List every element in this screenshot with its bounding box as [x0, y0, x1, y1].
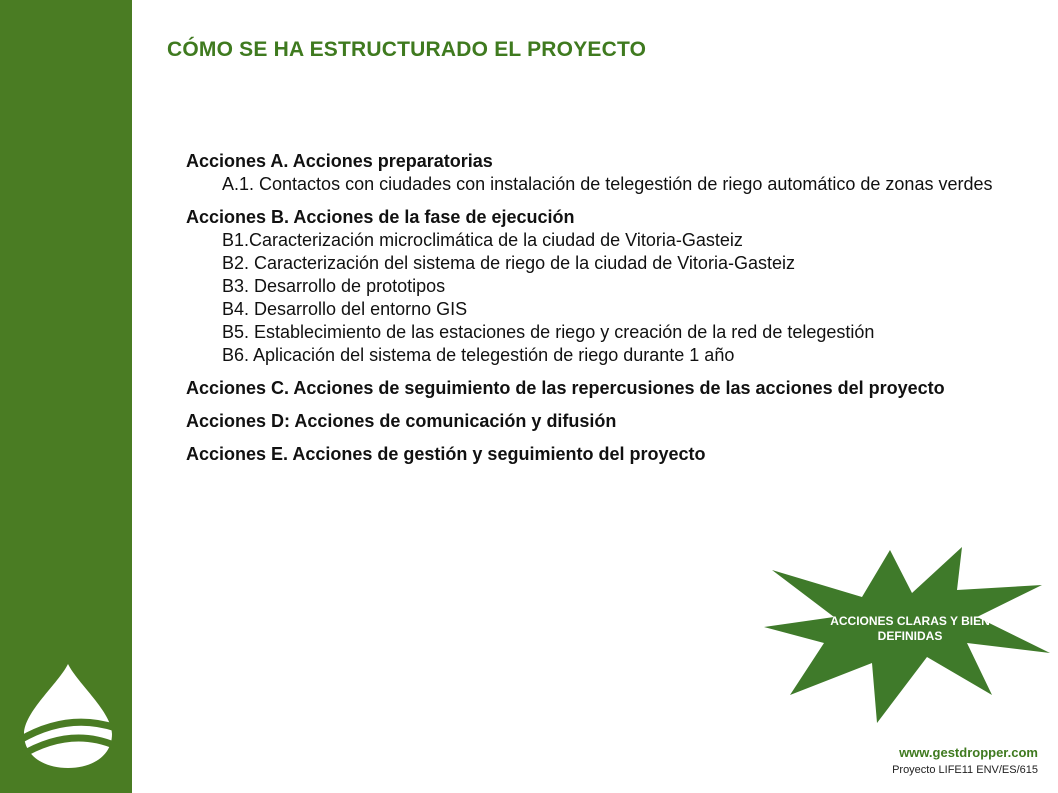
list-item: B5. Establecimiento de las estaciones de riego y creación de la red de telegestión	[222, 322, 875, 342]
group-c	[186, 377, 1016, 400]
actions-list	[186, 150, 1016, 476]
project-code: Proyecto LIFE11 ENV/ES/615	[892, 764, 1038, 776]
water-drop-logo-icon	[18, 660, 118, 770]
list-item: B2. Caracterización del sistema de riego de la ciudad de Vitoria-Gasteiz	[222, 253, 795, 273]
sidebar-band	[0, 0, 132, 793]
group-a	[186, 150, 1016, 196]
group-heading: Acciones E. Acciones de gestión y seguimiento del proyecto	[186, 444, 706, 464]
group-e	[186, 443, 1016, 466]
group-d	[186, 410, 1016, 433]
list-item: A.1. Contactos con ciudades con instalación de telegestión de riego automático de zonas verdes	[222, 174, 993, 194]
group-b	[186, 206, 1016, 367]
list-item: B4. Desarrollo del entorno GIS	[222, 299, 468, 319]
group-heading: Acciones C. Acciones de seguimiento de las repercusiones de las acciones del proyecto	[186, 378, 945, 398]
list-item: B1.Caracterización microclimática de la ciudad de Vitoria-Gasteiz	[222, 230, 743, 250]
group-heading: Acciones D: Acciones de comunicación y difusión	[186, 411, 617, 431]
website-link[interactable]: www.gestdropper.com	[899, 745, 1038, 760]
list-item: B3. Desarrollo de prototipos	[222, 276, 446, 296]
callout-starburst	[762, 545, 1052, 725]
list-item: B6. Aplicación del sistema de telegestión de riego durante 1 año	[222, 345, 735, 365]
group-heading: Acciones A. Acciones preparatorias	[186, 151, 493, 171]
callout-text: ACCIONES CLARAS Y BIEN DEFINIDAS	[830, 614, 990, 643]
page-title: CÓMO SE HA ESTRUCTURADO EL PROYECTO	[167, 38, 647, 61]
group-heading: Acciones B. Acciones de la fase de ejecución	[186, 207, 575, 227]
